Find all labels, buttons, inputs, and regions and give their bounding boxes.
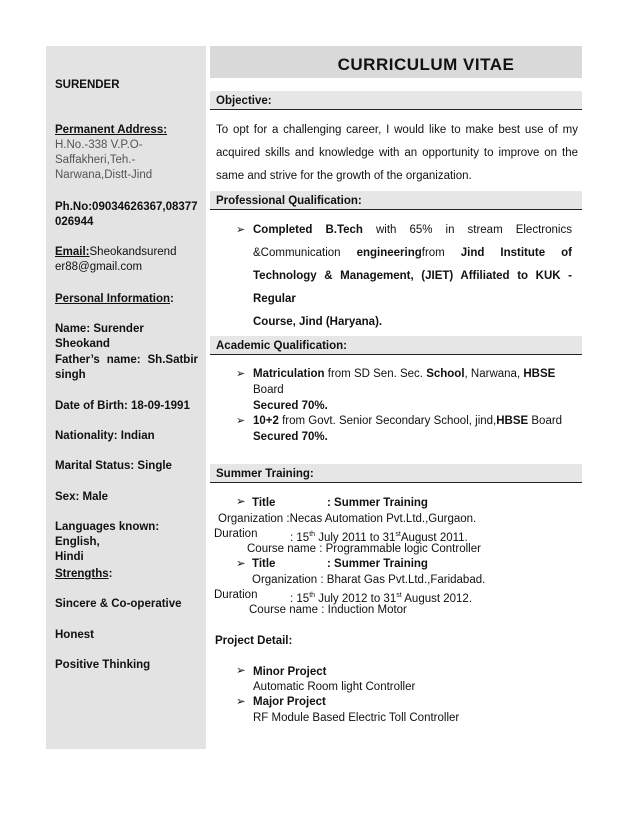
objective-heading: Objective:: [210, 91, 582, 110]
languages-known: [55, 520, 198, 565]
acad-text: Matriculation: [253, 368, 325, 380]
training-duration-value: : 15th July 2011 to 31stAugust 2011.: [290, 531, 468, 544]
arrow-bullet-icon: ➢: [236, 496, 246, 508]
prof-text: Electronics: [515, 224, 572, 236]
prof-text: &Communication: [253, 247, 341, 259]
arrow-bullet-icon: ➢: [236, 665, 246, 677]
training-duration-value: : 15th July 2012 to 31st August 2012.: [290, 592, 473, 605]
prof-text: with: [375, 224, 397, 236]
arrow-bullet-icon: ➢: [236, 415, 246, 427]
acad-score: Secured 70%.: [253, 431, 328, 443]
cv-title: CURRICULUM VITAE: [210, 46, 582, 78]
address-line: H.No.-338 V.P.O-: [55, 139, 143, 151]
prof-text: of: [561, 247, 572, 259]
strengths-label: Strengths: [55, 568, 109, 580]
prof-text: Completed: [253, 224, 313, 236]
summer-training-heading: Summer Training:: [210, 464, 582, 483]
email: [55, 245, 198, 275]
prof-text: stream: [467, 224, 503, 236]
acad-text: 10+2: [253, 415, 279, 427]
languages-line: Hindi: [55, 551, 84, 563]
objective-line: acquired skills and knowledge with an opportunity to improve on the: [216, 147, 578, 159]
prof-text: Institute: [500, 247, 546, 259]
permanent-address-label: Permanent Address:: [55, 124, 168, 136]
sex: Sex: Male: [55, 491, 109, 503]
sidebar: [46, 46, 206, 749]
email-value: Sheokandsurend: [89, 246, 177, 258]
prof-line: Technology & Management, (JIET) Affiliated to KUK - Regular: [253, 270, 572, 305]
training-course: Course name : Induction Motor: [249, 604, 407, 616]
acad-text: , Narwana,: [464, 368, 524, 380]
major-project-label: Major Project: [253, 696, 326, 708]
prof-percentage: 65%: [409, 224, 433, 236]
arrow-bullet-icon: ➢: [236, 696, 246, 708]
strengths-heading: [55, 567, 198, 582]
phone-number: [55, 200, 198, 230]
father-line: singh: [55, 369, 86, 381]
training-duration-label: Duration: [214, 589, 258, 601]
acad-text: from Govt. Senior Secondary School, jind,: [278, 415, 497, 427]
prof-text: in: [445, 224, 455, 236]
professional-qualification-item: [236, 219, 582, 328]
training-title-value: : Summer Training: [327, 497, 428, 509]
objective-line: same and strive for the growth of the organization.: [216, 170, 472, 182]
minor-project-label: Minor Project: [253, 666, 327, 678]
languages-line: Languages known: English,: [55, 521, 160, 548]
email-label: Email:: [55, 246, 90, 258]
academic-qualification-heading: Academic Qualification:: [210, 336, 582, 355]
minor-project-value: Automatic Room light Controller: [253, 681, 416, 693]
phone-line: 026944: [55, 216, 94, 228]
training-title-label: Title: [252, 497, 276, 509]
main-content: [210, 46, 582, 746]
major-project-value: RF Module Based Electric Toll Controller: [253, 712, 460, 724]
father-line: Father’s name: Sh.Satbir: [55, 354, 198, 366]
nationality: Nationality: Indian: [55, 430, 155, 442]
address-line: Narwana,Distt-Jind: [55, 169, 153, 181]
acad-text: School: [426, 368, 465, 380]
prof-text: from: [421, 247, 445, 259]
personal-information-heading: [55, 292, 198, 307]
strength-item: Positive Thinking: [55, 659, 151, 671]
address-line: Saffakheri,Teh.-: [55, 154, 136, 166]
arrow-bullet-icon: ➢: [236, 558, 246, 570]
full-name: Name: Surender Sheokand: [55, 323, 144, 350]
strength-item: Sincere & Co-operative: [55, 598, 182, 610]
personal-information-label: Personal Information: [55, 293, 171, 305]
date-of-birth: Date of Birth: 18-09-1991: [55, 400, 190, 412]
acad-text: from SD Sen. Sec.: [324, 368, 427, 380]
candidate-name: SURENDER: [55, 79, 120, 91]
arrow-bullet-icon: ➢: [236, 224, 246, 236]
phone-line: Ph.No:09034626367,08377: [55, 201, 198, 213]
objective-line: To opt for a challenging career, I would like to make best use of my: [216, 124, 578, 136]
training-organization: Organization :Necas Automation Pvt.Ltd.,Gurgaon.: [218, 513, 477, 525]
acad-text: HBSE: [523, 368, 556, 380]
marital-status: Marital Status: Single: [55, 460, 172, 472]
strength-item: Honest: [55, 629, 94, 641]
prof-degree: B.Tech: [325, 224, 363, 236]
project-detail-heading: Project Detail:: [215, 635, 293, 647]
training-organization: Organization : Bharat Gas Pvt.Ltd.,Faridabad.: [252, 574, 486, 586]
personal-information-colon: :: [170, 293, 174, 305]
training-title-value: : Summer Training: [327, 558, 428, 570]
permanent-address: [55, 123, 198, 183]
training-title-label: Title: [252, 558, 276, 570]
prof-text: engineering: [356, 247, 422, 259]
father-name: [55, 353, 198, 383]
acad-text: HBSE: [496, 415, 529, 427]
training-duration-label: Duration: [214, 528, 258, 540]
prof-text: Jind: [460, 247, 485, 259]
acad-text: Board: [253, 384, 284, 396]
email-value-cont: er88@gmail.com: [55, 261, 143, 273]
professional-qualification-heading: Professional Qualification:: [210, 191, 582, 210]
arrow-bullet-icon: ➢: [236, 368, 246, 380]
acad-score: Secured 70%.: [253, 400, 328, 412]
prof-line: Course, Jind (Haryana).: [253, 316, 383, 328]
acad-text: Board: [528, 415, 563, 427]
objective-text: [216, 119, 578, 188]
training-course: Course name : Programmable logic Controller: [247, 543, 481, 555]
strengths-colon: :: [108, 568, 113, 580]
